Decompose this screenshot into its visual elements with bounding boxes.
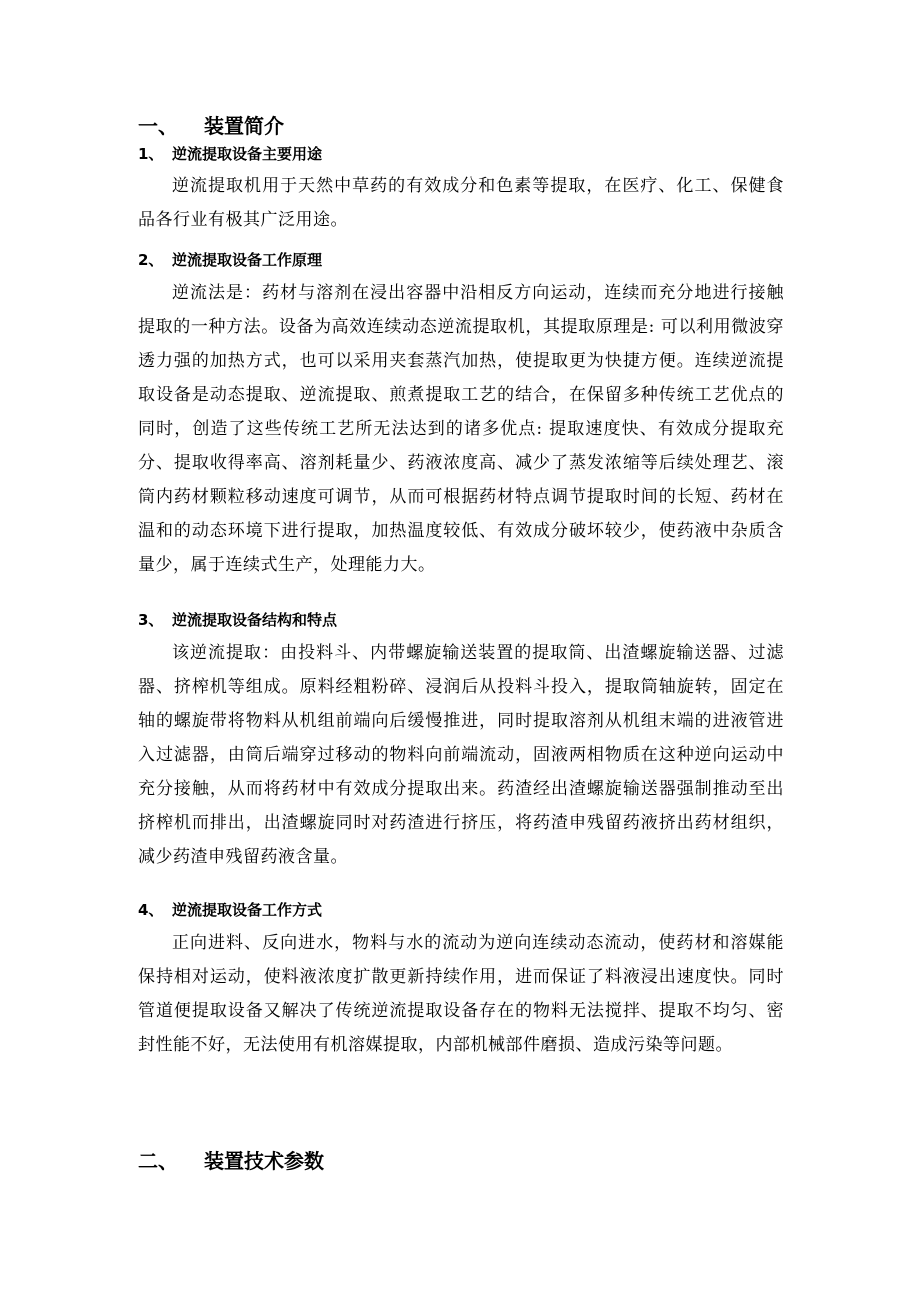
subsection-2-paragraph: 逆流法是：药材与溶剂在浸出容器中沿相反方向运动，连续而充分地进行接触提取的一种方法。设备为高效连续动态逆流提取机，其提取原理是: 可以利用微波穿透力强的加热方式，也可以采用夹套蒸汽加热，使提取更为快捷方便。连续逆流提取设备是动态提取、逆流提取、煎煮提取工艺的结合，在保留多种传统工艺优点的同时，创造了这些传统工艺所无法达到的诸多优点: 提取速度快、有效成分提取充分、提取收得率高、溶剂耗量少、药液浓度高、减少了蒸发浓缩等后续处理艺、滚筒内药材颗粒移动速度可调节，从而可根据药材特点调节提取时间的长短、药材在温和的动态环境下进行提取，加热温度较低、有效成分破坏较少，使药液中杂质含量少，属于连续式生产，处理能力大。	[138, 283, 784, 575]
subsection-3-heading	[138, 609, 337, 631]
subsection-4-title: 逆流提取设备工作方式	[172, 901, 323, 919]
subsection-1-heading	[138, 143, 322, 165]
subsection-3-title: 逆流提取设备结构和特点	[172, 611, 338, 629]
subsection-2-heading	[138, 249, 322, 271]
subsection-3-paragraph: 该逆流提取：由投料斗、内带螺旋输送装置的提取筒、出渣螺旋输送器、过滤器、挤榨机等组成。原料经粗粉碎、浸润后从投料斗投入，提取筒轴旋转，固定在轴的螺旋带将物料从机组前端向后缓慢推进，同时提取溶剂从机组末端的进液管进入过滤器，由筒后端穿过移动的物料向前端流动，固液两相物质在这种逆向运动中充分接触，从而将药材中有效成分提取出来。药渣经出渣螺旋输送器强制推动至出挤榨机而排出，出渣螺旋同时对药渣进行挤压，将药渣申残留药液挤出药材组织，减少药渣申残留药液含量。	[138, 643, 784, 867]
section-1-heading	[138, 113, 284, 139]
section-2-number: 二、	[138, 1149, 178, 1173]
subsection-1-paragraph: 逆流提取机用于天然中草药的有效成分和色素等提取，在医疗、化工、保健食品各行业有极其广泛用途。	[138, 176, 784, 230]
subsection-4-paragraph: 正向进料、反向进水，物料与水的流动为逆向连续动态流动，使药材和溶媒能保持相对运动，使料液浓度扩散更新持续作用，进而保证了料液浸出速度快。同时管道便提取设备又解决了传统逆流提取设备存在的物料无法搅拌、提取不均匀、密封性能不好，无法使用有机溶媒提取，内部机械部件磨损、造成污染等问题。	[138, 933, 784, 1055]
section-1-title: 装置简介	[204, 114, 284, 138]
section-2-title: 装置技术参数	[204, 1149, 324, 1173]
subsection-2-title: 逆流提取设备工作原理	[172, 251, 323, 269]
subsection-2-number: 2、	[138, 251, 164, 269]
subsection-1-number: 1、	[138, 145, 164, 163]
subsection-4-heading	[138, 899, 322, 921]
section-1-number: 一、	[138, 114, 178, 138]
subsection-3-number: 3、	[138, 611, 164, 629]
section-2-heading	[138, 1148, 324, 1174]
subsection-1-title: 逆流提取设备主要用途	[172, 145, 323, 163]
subsection-4-number: 4、	[138, 901, 164, 919]
